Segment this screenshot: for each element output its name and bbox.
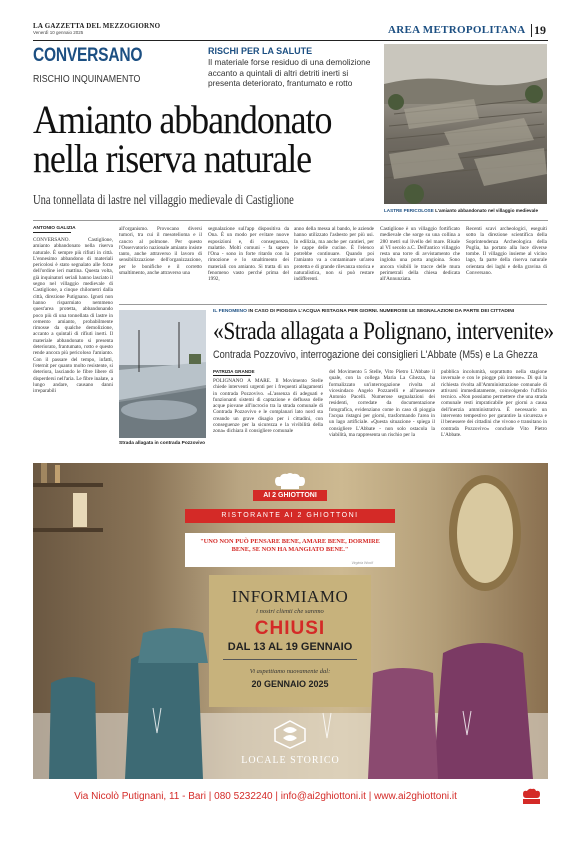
article-column-5: Castiglione è un villaggio fortificato medievale che sorge su una collina a 280 metri sul livello del mare. Risale al VI secolo a.C. Dell'antico villaggio resta una torre di avvistamento che ingloba una porta angioina. Sono ancora visibili le tracce delle mura perimetrali della chiesa dedicata all'Annunziata. <box>380 226 460 283</box>
article2-column-3: pubblica incolumità, soprattutto nella stagione invernale e con le piogge più intense». Di qui la richiesta rivolta all'Amministrazione comunale di attivarsi immediatamente, coinvolgendo l'ufficio tecnico. «Non possiamo permettere che una strada comunale resti impraticabile per giorni a causa dell'inerzia amministrativa. È necessario un intervento tempestivo per garantire la sicurezza e il benessere dei cittadini che vivono e transitano in contrada Pozzovivo» conclude Vito Pietro L'Abbate. <box>441 369 547 438</box>
article2-column-2: del Movimento 5 Stelle, Vito Pietro L'Abbate il quale, con la collega Maria La Ghezza, ha formalizzato un'interrogazione rivolta al vicesindaco Angelo Pozzarelli e all'assessore Antonio Pacelli. Numerose segnalazioni dei residenti, corredate da documentazione fotografica, evidenziano come in caso di pioggia l'acqua ristagni per giorni, trasformando l'area in un lago artificiale. «Questa situazione - spiega il consigliere L'Abbate - non solo ostacola la viabilità, ma rappresenta un rischio per la <box>329 369 435 438</box>
ad-sign-panel <box>209 575 371 707</box>
headline-line-2: nella riserva naturale <box>33 136 312 181</box>
article-column-3: segnalazione sull'app dispositiva da Ona. È un modo per evitare nuove esposizioni e, di conseguenza, malattie. Molti comuni - fa sapere l'Ona - sono in forte ritardo con la rimozione e lo smaltimento dei materiali con amianto. Si tratta di un fenomeno vasto perché prima del 1992, <box>208 226 289 283</box>
article-column-6: Recenti scavi archeologici, eseguiti sotto la direzione scientifica della Soprintendenza Archeologica della Puglia, ha portato alla luce diverse tombe. Il villaggio insieme al vicino lago, fa parte della riserva naturale orientata dei laghi e della gravina di Conversano. <box>466 226 547 277</box>
photo-caption-label: LASTRE PERICOLOSE <box>384 208 434 213</box>
town-label: CONVERSANO <box>33 45 143 66</box>
ad-script-line: i nostri clienti che saremo <box>256 608 324 615</box>
asbestos-photo <box>384 44 547 204</box>
article2-author: PATRIZIA GRANDE <box>213 369 255 374</box>
flooded-road-photo <box>119 310 206 438</box>
subheadline: Una tonnellata di lastre nel villaggio medievale di Castiglione <box>33 192 294 207</box>
headline-line-1: Amianto abbandonato <box>33 97 332 142</box>
author-rule <box>33 232 71 233</box>
article2-column-1: POLIGNANO A MARE. Il Movimento Stelle chiede interventi urgenti per i frequenti allagamenti in contrada Pozzovivo. «L'assenza di adeguati e funzionanti sistemi di captazione e deflusso delle acque piovane all'incrocio tra la strada comunale di Contrada Pozzovivo e le complanari lato nord sta creando un grave disagio per i cittadini, con conseguenze per la sicurezza e la vivibilità della zona» dichiara il consigliere comunale <box>213 378 323 435</box>
ad-chiusi: CHIUSI <box>254 618 326 639</box>
ad-locale-storico: LOCALE STORICO <box>241 755 340 766</box>
ad-riapertura-date: 20 GENNAIO 2025 <box>251 679 329 689</box>
asbestos-slabs-image <box>384 44 547 204</box>
article-column-2: all'organismo. Provocano diversi tumori, tra cui il mesotelioma e il cancro al polmone. Per questo l'Osservatorio nazionale amianto insiste tanto, anche attraverso il lavoro di sensibilizzazione dell'organizzazione, per le bonifiche e il corretto smaltimento, anche attraverso una <box>119 226 202 277</box>
ad-logo-text: AI 2 GHIOTTONI <box>253 490 327 501</box>
article-column-1: CONVERSANO. Castiglione, amianto abbandonato nella riserva naturale. È sempre più rifiuti in città. L'ennesimo abbandono di materiali pericolosi è stato segnalato alle forze dell'ordine ieri mattina. Questa volta, già inquinatori seriali hanno lasciato il segno nel villaggio medievale di Castiglione, a cinque chilometri dalla città, direzione Putignano. Ignoti non hanno risparmiato nemmeno quest'area protetta, abbandonando poco più di una tonnellata di lastre in cemento amianto, probabilmente rimosse da qualche demolizione, accanto a quintali di rifiuti inerti. Il materiale abbandonato si presenta deteriorato, frantumato, rotto e questo rende ancora più pericoloso l'amianto. Con il passare del tempo, infatti, l'eternit per quanto molto resistente, si deteriora, lasciando le fibre libere di disperdersi nell'aria. Le fibre inalate, a lungo andare, causano danni irreparabili <box>33 237 113 395</box>
article-author: ANTONIO GALIZIA <box>33 226 76 231</box>
photo-caption-text: L'amianto abbandonato nel villaggio medievale <box>435 208 539 213</box>
newspaper-name: LA GAZZETTA DEL MEZZOGIORNO <box>33 22 161 30</box>
headline <box>33 97 348 181</box>
ad-footer-logo <box>520 788 542 806</box>
chef-hat-small-icon <box>520 788 542 806</box>
ad-dates: DAL 13 AL 19 GENNAIO <box>227 641 353 653</box>
article2-kicker-label: IL FENOMENO <box>213 309 247 314</box>
flooded-road-image <box>119 310 206 438</box>
ad-quote-author: Virginia Woolf <box>351 561 373 565</box>
ad-ristorante-band: RISTORANTE AI 2 GHIOTTONI <box>185 509 395 523</box>
masthead-divider <box>531 24 532 37</box>
locale-storico-icon <box>271 719 309 749</box>
restaurant-ad <box>33 463 548 779</box>
ad-footer-contacts: Via Nicolò Putignani, 11 - Bari | 080 5232240 | info@ai2ghiottoni.it | www.ai2ghiottoni.it <box>74 791 457 802</box>
article2-kicker-text: IN CASO DI PIOGGIA L'ACQUA RISTAGNA PER GIORNI. NUMEROSE LE SEGNALAZIONI DA PARTE DEI CITTADINI <box>248 309 515 314</box>
section-title: AREA METROPOLITANA <box>388 24 526 36</box>
article-column-4: anno della messa al bando, le aziende hanno utilizzato l'asbesto per più usi. In edilizia, ma anche per cantieri, per le cappe delle cucine. È l'elenco potrebbe continuare. Quando poi l'amianto va a contaminare un'area protetta e di grande rilevanza storica e naturalistica, non si può restare indifferenti. <box>294 226 374 283</box>
article2-top-rule <box>119 304 547 305</box>
ad-sign-divider <box>223 659 357 660</box>
ad-footer <box>33 780 548 816</box>
article2-author-rule <box>213 375 251 376</box>
ad-riapertura: Vi aspettiamo nuovamente dal: <box>249 668 331 675</box>
ad-quote: "UNO NON PUÒ PENSARE BENE, AMARE BENE, DORMIRE BENE, SE NON HA MANGIATO BENE." <box>200 538 380 553</box>
article2-subheadline: Contrada Pozzovivo, interrogazione dei consiglieri L'Abbate (M5s) e La Ghezza <box>213 349 538 361</box>
ad-quote-card <box>185 533 395 567</box>
aside-title: RISCHI PER LA SALUTE <box>208 46 313 56</box>
aside-text: Il materiale forse residuo di una demolizione accanto a quintali di altri detriti inerti si presenta deteriorato, frantumato e rotto <box>208 57 371 88</box>
ad-informiamo: INFORMIAMO <box>231 587 349 606</box>
page-number: 19 <box>534 23 546 37</box>
road-photo-caption: Strada allagata in contrada Pozzovivo <box>119 441 206 446</box>
issue-date: Venerdì 10 gennaio 2025 <box>33 30 84 35</box>
article-divider <box>33 220 548 221</box>
article2-kicker <box>213 309 514 314</box>
photo-caption <box>384 208 538 213</box>
locale-storico-emblem <box>271 719 309 749</box>
chef-hat-icon <box>261 472 319 490</box>
ad-logo <box>261 472 319 490</box>
masthead-rule <box>33 40 548 41</box>
article2-headline: «Strada allagata a Polignano, intervenite» <box>213 318 554 345</box>
article-kicker: RISCHIO INQUINAMENTO <box>33 74 141 85</box>
